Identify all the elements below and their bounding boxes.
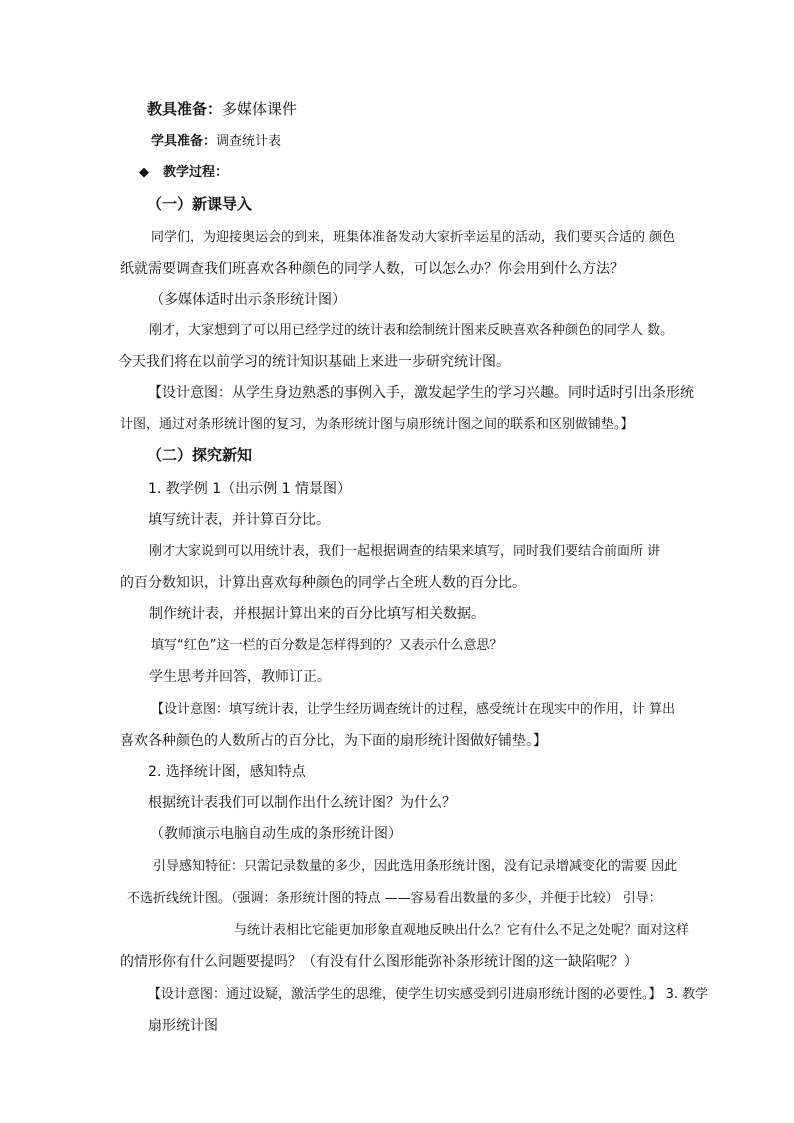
section2-p4: 填写“红色”这一栏的百分数是怎样得到的？又表示什么意思？	[151, 638, 503, 653]
section2-p6-line2: 喜欢各种颜色的人数所占的百分比，为下面的扇形统计图做好铺垫。】	[120, 733, 547, 749]
section2-p10-line1: 【设计意图：通过设疑，激活学生的思维，使学生切实感受到引进扇形统计图的必要性。】 3. 教学	[148, 987, 709, 1002]
section2-p10-line2: 扇形统计图	[148, 1018, 218, 1034]
teaching-tools-label: 教具准备：	[147, 100, 223, 118]
section1-p4-line1: 【设计意图：从学生身边熟悉的事例入手，激发起学生的学习兴趣。同时适时引出条形统	[148, 385, 694, 401]
section2-p5: 学生思考并回答，教师订正。	[149, 669, 331, 685]
section2-item2: 2. 选择统计图，感知特点	[148, 764, 306, 780]
student-materials-value: 调查统计表	[216, 134, 282, 149]
section1-p3-line2: 今天我们将在以前学习的统计知识基础上来进一步研究统计图。	[118, 354, 510, 370]
teaching-process-heading	[139, 166, 228, 179]
section2-p3: 制作统计表，并根据计算出来的百分比填写相关数据。	[149, 606, 485, 622]
section2-p2-line1: 刚才大家说到可以用统计表，我们一起根据调查的结果来填写，同时我们要结合前面所 讲	[149, 544, 661, 559]
section2-p6-line1: 【设计意图：填写统计表，让学生经历调查统计的过程，感受统计在现实中的作用，计 算出	[151, 702, 676, 717]
teaching-process-title: 教学过程：	[163, 165, 229, 180]
section1-p3-line1: 刚才，大家想到了可以用已经学过的统计表和绘制统计图来反映喜欢各种颜色的同学人 数。	[149, 323, 674, 338]
section2-item1: 1. 教学例 1（出示例 1 情景图）	[148, 481, 351, 497]
section1-p1-line2: 纸就需要调查我们班喜欢各种颜色的同学人数，可以怎么办？你会用到什么方法？	[120, 261, 624, 277]
section2-p7: 根据统计表我们可以制作出什么统计图？为什么？	[148, 795, 456, 811]
section2-p9-line2: 不选折线统计图。（强调：条形统计图的特点 ——容易看出数量的多少，并便于比较） 引导：	[127, 891, 662, 906]
section1-p4-line2: 计图，通过对条形统计图的复习，为条形统计图与扇形统计图之间的联系和区别做铺垫。】	[120, 417, 634, 432]
section2-p9-line4: 的情形你有什么问题要提吗？（有没有什么图形能弥补条形统计图的这一缺陷呢？）	[120, 954, 638, 970]
student-materials-line	[151, 135, 281, 148]
section2-p8: （教师演示电脑自动生成的条形统计图）	[150, 826, 402, 842]
section2-heading: （二）探究新知	[147, 446, 253, 464]
section1-heading: （一）新课导入	[147, 195, 253, 213]
section1-p1-line1: 同学们，为迎接奥运会的到来，班集体准备发动大家折幸运星的活动，我们要买合适的 颜色	[151, 230, 676, 245]
student-materials-label: 学具准备：	[151, 134, 217, 149]
section2-p9-line1: 引导感知特征：只需记录数量的多少，因此选用条形统计图，没有记录增减变化的需要 因此	[153, 859, 678, 874]
section2-p9-line3: 与统计表相比它能更加形象直观地反映出什么？它有什么不足之处呢？面对这样	[234, 923, 690, 938]
section2-p2-line2: 的百分数知识，计算出喜欢每种颜色的同学占全班人数的百分比。	[120, 575, 526, 591]
diamond-bullet-icon: ◆	[139, 165, 149, 180]
section1-p2: （多媒体适时出示条形统计图）	[150, 292, 346, 308]
section2-p1: 填写统计表，并计算百分比。	[148, 512, 330, 528]
teaching-tools-line	[147, 102, 297, 117]
teaching-tools-value: 多媒体课件	[222, 100, 298, 118]
